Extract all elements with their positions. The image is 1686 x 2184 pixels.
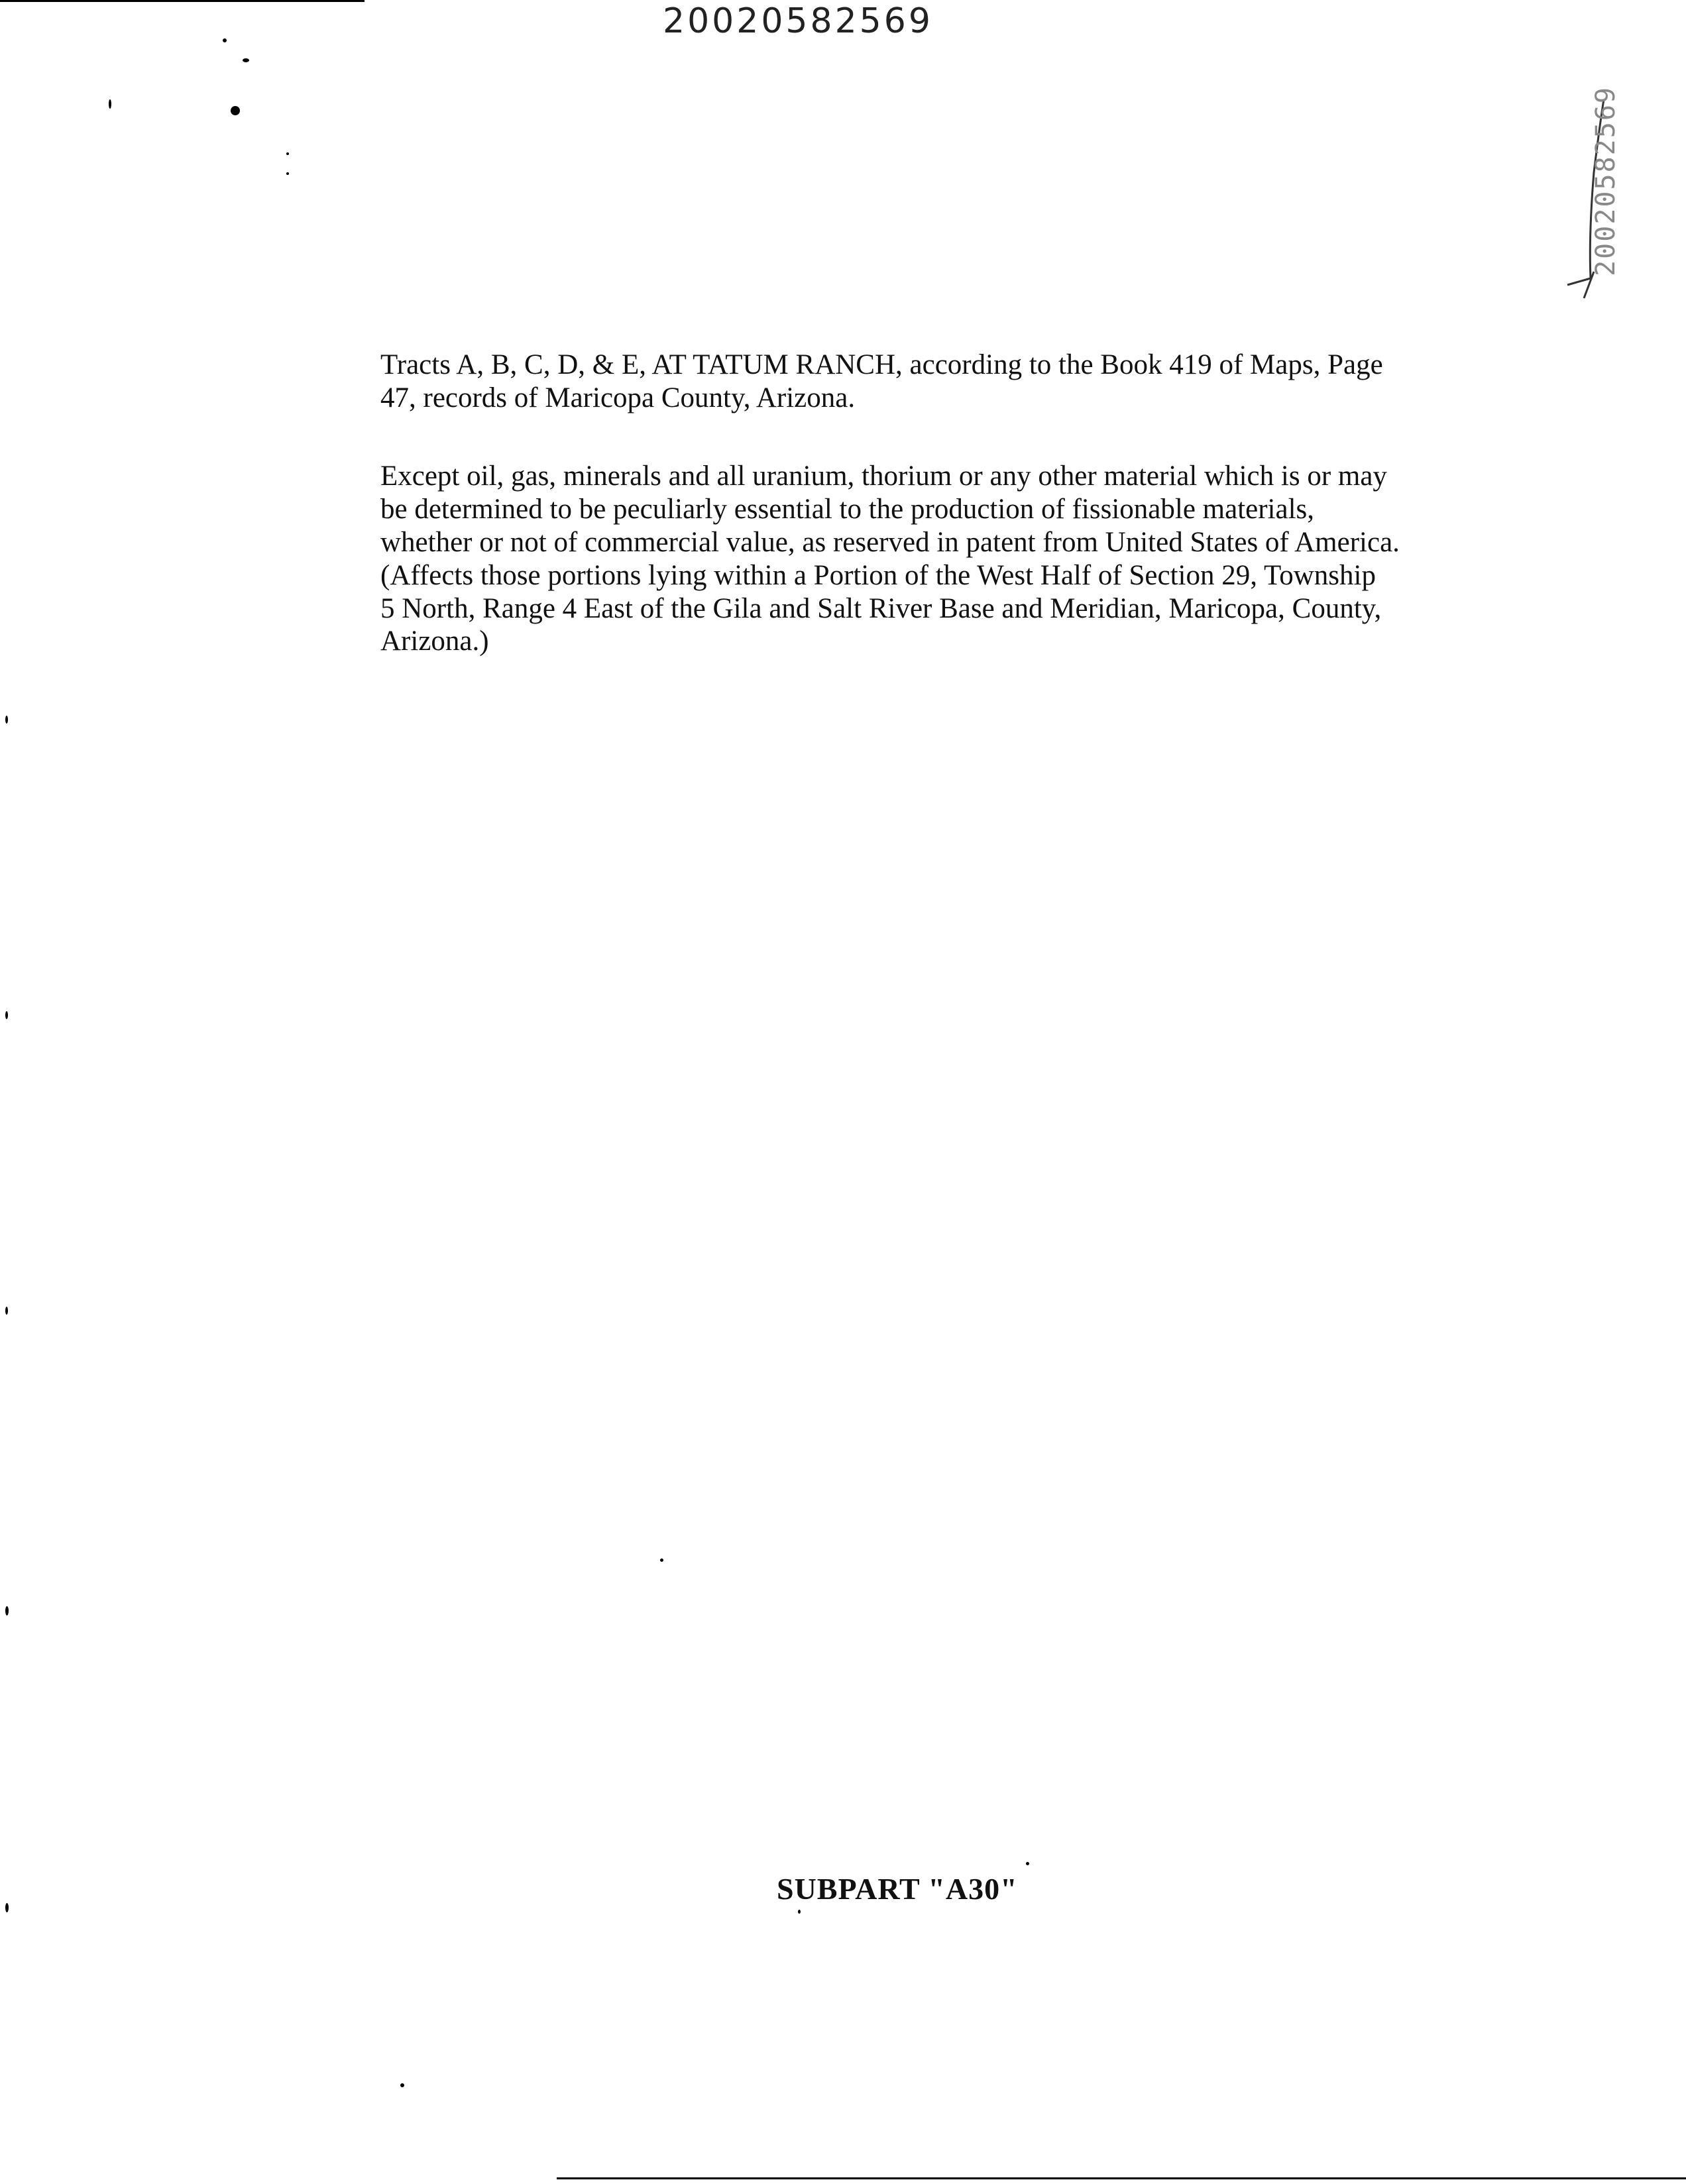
- scan-speck: [660, 1558, 663, 1562]
- paragraph-line: Tracts A, B, C, D, & E, AT TATUM RANCH, according to the Book 419 of Maps, Page: [380, 349, 1383, 380]
- scan-speck: [286, 172, 289, 175]
- paragraph-line: Arizona.): [380, 626, 489, 657]
- scan-speck: [243, 58, 249, 62]
- scan-speck: [231, 106, 240, 115]
- paragraph-line: Except oil, gas, minerals and all uranium, thorium or any other material which is or may: [380, 461, 1387, 492]
- exception-paragraph: [380, 460, 1467, 658]
- paragraph-line: 47, records of Maricopa County, Arizona.: [380, 382, 856, 413]
- legal-description-paragraph: [380, 349, 1467, 415]
- paragraph-line: be determined to be peculiarly essential to the production of fissionable materials,: [380, 493, 1315, 525]
- paragraph-line: (Affects those portions lying within a Portion of the West Half of Section 29, Township: [380, 559, 1376, 591]
- bottom-scan-rule: [557, 2177, 1686, 2179]
- paragraph-line: whether or not of commercial value, as reserved in patent from United States of America.: [380, 526, 1400, 558]
- side-stamp-number: 20020582569: [1591, 86, 1621, 276]
- subpart-label: SUBPART "A30": [777, 1872, 1018, 1906]
- scan-speck: [5, 1307, 8, 1315]
- scan-speck: [5, 1606, 9, 1615]
- scan-speck: [798, 1910, 801, 1914]
- paragraph-line: 5 North, Range 4 East of the Gila and Salt River Base and Meridian, Maricopa, County,: [380, 592, 1382, 624]
- scan-speck: [5, 1903, 9, 1912]
- scan-speck: [109, 99, 111, 109]
- scan-speck: [5, 716, 8, 724]
- scan-speck: [5, 1011, 8, 1019]
- top-scan-rule: [0, 0, 365, 2]
- scan-speck: [286, 152, 289, 155]
- scan-speck: [400, 2083, 404, 2087]
- scan-speck: [1026, 1862, 1029, 1865]
- document-number: 20020582569: [663, 1, 933, 41]
- scan-speck: [223, 38, 227, 42]
